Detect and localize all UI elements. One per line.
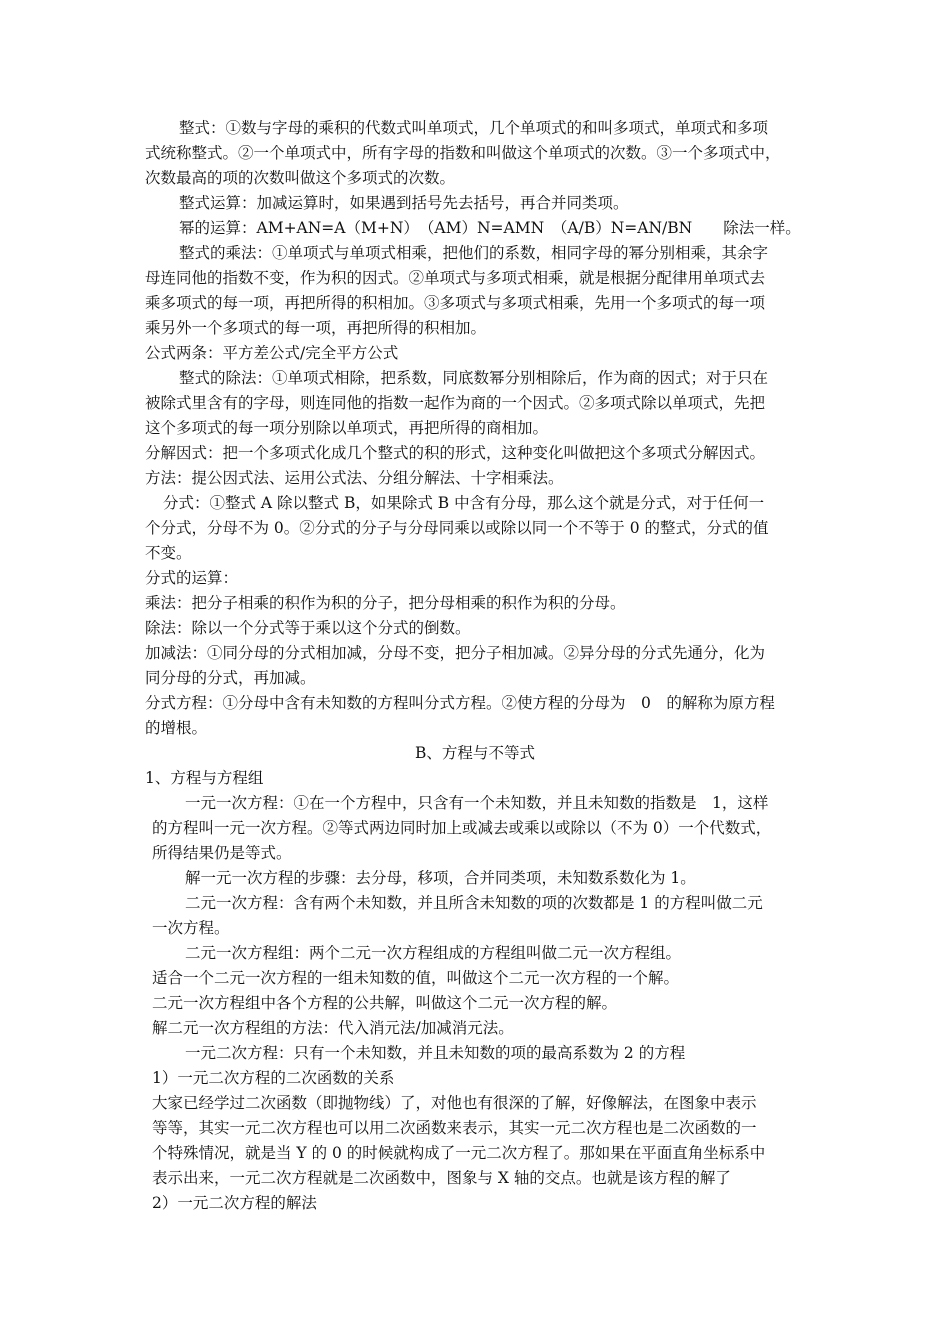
paragraph-line: 乘法：把分子相乘的积作为积的分子，把分母相乘的积作为积的分母。 [145, 594, 626, 612]
paragraph-line: 母连同他的指数不变，作为积的因式。②单项式与多项式相乘，就是根据分配律用单项式去 [145, 269, 766, 287]
paragraph-line: 个特殊情况，就是当 Y 的 0 的时候就构成了一元二次方程了。那如果在平面直角坐标系中 [152, 1144, 766, 1162]
paragraph-line: 整式的除法：①单项式相除，把系数，同底数幂分别相除后，作为商的因式；对于只在 [179, 369, 769, 387]
paragraph-line: 的增根。 [145, 719, 208, 737]
paragraph-line: 除法：除以一个分式等于乘以这个分式的倒数。 [145, 619, 471, 637]
paragraph-line: 整式的乘法：①单项式与单项式相乘，把他们的系数，相同字母的幂分别相乘，其余字 [179, 244, 769, 262]
paragraph-line: 一元二次方程：只有一个未知数，并且未知数的项的最高系数为 2 的方程 [185, 1044, 686, 1062]
paragraph-line: 分式方程：①分母中含有未知数的方程叫分式方程。②使方程的分母为 0 的解称为原方程 [145, 694, 775, 712]
paragraph-line: 分式：①整式 A 除以整式 B，如果除式 B 中含有分母，那么这个就是分式，对于任何一 [163, 494, 765, 512]
paragraph-line: 乘多项式的每一项，再把所得的积相加。③多项式与多项式相乘，先用一个多项式的每一项 [145, 294, 766, 312]
subsection-heading: 2）一元二次方程的解法 [152, 1194, 317, 1212]
paragraph-line: 一元一次方程：①在一个方程中，只含有一个未知数，并且未知数的指数是 1，这样 [185, 794, 769, 812]
paragraph-line: 公式两条：平方差公式/完全平方公式 [145, 344, 399, 362]
paragraph-line: 所得结果仍是等式。 [152, 844, 292, 862]
paragraph-line: 解二元一次方程组的方法：代入消元法/加减消元法。 [152, 1019, 514, 1037]
paragraph-line: 整式：①数与字母的乘积的代数式叫单项式，几个单项式的和叫多项式，单项式和多项 [179, 119, 769, 137]
paragraph-line: 二元一次方程组：两个二元一次方程组成的方程组叫做二元一次方程组。 [185, 944, 682, 962]
paragraph-line: 个分式，分母不为 0。②分式的分子与分母同乘以或除以同一个不等于 0 的整式，分式的值 [145, 519, 769, 537]
paragraph-line: 加减法：①同分母的分式相加减，分母不变，把分子相加减。②异分母的分式先通分，化为 [145, 644, 766, 662]
paragraph-line: 被除式里含有的字母，则连同他的指数一起作为商的一个因式。②多项式除以单项式，先把 [145, 394, 766, 412]
paragraph-line: 的方程叫一元一次方程。②等式两边同时加上或减去或乘以或除以（不为 0）一个代数式， [152, 819, 772, 837]
paragraph-line: 二元一次方程：含有两个未知数，并且所含未知数的项的次数都是 1 的方程叫做二元 [185, 894, 763, 912]
paragraph-line: 这个多项式的每一项分别除以单项式，再把所得的商相加。 [145, 419, 549, 437]
paragraph-line: 大家已经学过二次函数（即抛物线）了，对他也有很深的了解，好像解法，在图象中表示 [152, 1094, 757, 1112]
section-heading: B、方程与不等式 [415, 744, 535, 762]
paragraph-line: 幂的运算：AM+AN=A（M+N） （AM）N=AMN （A/B）N=AN/BN 除法一样。 [179, 219, 801, 237]
subsection-heading: 1）一元二次方程的二次函数的关系 [152, 1069, 395, 1087]
paragraph-line: 同分母的分式，再加减。 [145, 669, 316, 687]
paragraph-line: 整式运算：加减运算时，如果遇到括号先去括号，再合并同类项。 [179, 194, 629, 212]
paragraph-line: 表示出来，一元二次方程就是二次函数中，图象与 X 轴的交点。也就是该方程的解了 [152, 1169, 731, 1187]
paragraph-line: 解一元一次方程的步骤：去分母，移项，合并同类项，未知数系数化为 1。 [185, 869, 696, 887]
subsection-heading: 1、方程与方程组 [145, 769, 264, 787]
paragraph-line: 方法：提公因式法、运用公式法、分组分解法、十字相乘法。 [145, 469, 564, 487]
paragraph-line: 乘另外一个多项式的每一项，再把所得的积相加。 [145, 319, 487, 337]
paragraph-line: 适合一个二元一次方程的一组未知数的值，叫做这个二元一次方程的一个解。 [152, 969, 680, 987]
paragraph-line: 不变。 [145, 544, 192, 562]
paragraph-line: 等等，其实一元二次方程也可以用二次函数来表示，其实一元二次方程也是二次函数的一 [152, 1119, 757, 1137]
paragraph-line: 分式的运算： [145, 569, 239, 587]
paragraph-line: 一次方程。 [152, 919, 230, 937]
paragraph-line: 式统称整式。②一个单项式中，所有字母的指数和叫做这个单项式的次数。③一个多项式中， [145, 144, 781, 162]
paragraph-line: 二元一次方程组中各个方程的公共解，叫做这个二元一次方程的解。 [152, 994, 618, 1012]
paragraph-line: 次数最高的项的次数叫做这个多项式的次数。 [145, 169, 456, 187]
paragraph-line: 分解因式：把一个多项式化成几个整式的积的形式，这种变化叫做把这个多项式分解因式。 [145, 444, 766, 462]
